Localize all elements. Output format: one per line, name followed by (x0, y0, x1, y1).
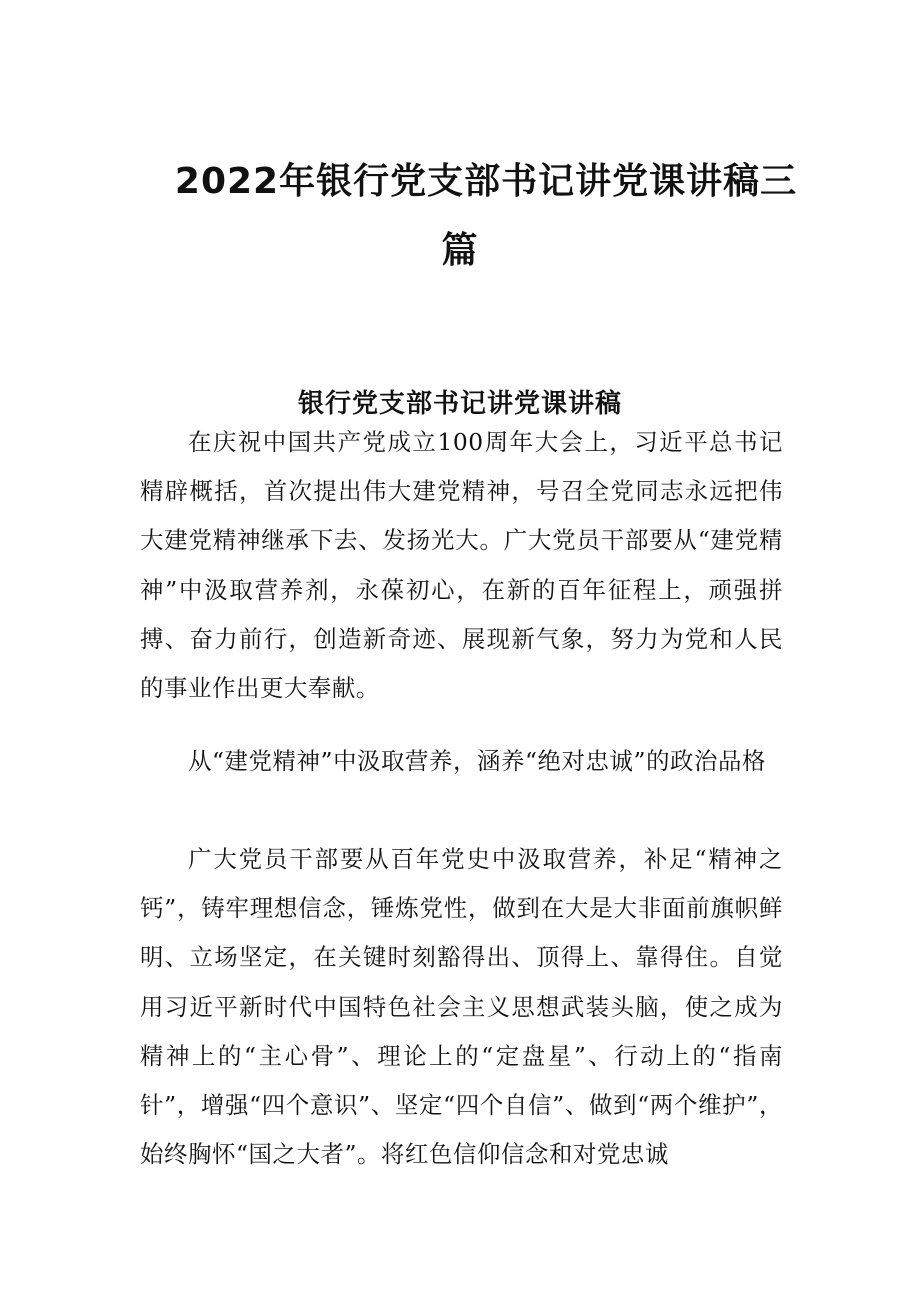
section-heading: 银行党支部书记讲党课讲稿 (297, 389, 622, 419)
document-title-line-1: 2022年银行党支部书记讲党课讲稿三 (174, 161, 798, 202)
paragraph-intro: 在庆祝中国共产党成立100周年大会上，习近平总书记精辟概括，首次提出伟大建党精神，号召全党同志永远把伟大建党精神继承下去、发扬光大。广大党员干部要从“建党精神”中汲取营养剂，永葆初心，在新的百年征程上，顽强拼搏、奋力前行，创造新奇迹、展现新气象，努力为党和人民的事业作出更大奉献。 (140, 428, 783, 703)
document-title-line-2: 篇 (441, 230, 479, 271)
paragraph-body: 广大党员干部要从百年党史中汲取营养，补足“精神之钙”，铸牢理想信念，锤炼党性，做到在大是大非面前旗帜鲜明、立场坚定，在关键时刻豁得出、顶得上、靠得住。自觉用习近平新时代中国特色社会主义思想武装头脑，使之成为精神上的“主心骨”、理论上的“定盘星”、行动上的“指南针”，增强“四个意识”、坚定“四个自信”、做到“两个维护”，始终胸怀“国之大者”。将红色信仰信念和对党忠诚 (140, 845, 783, 1169)
paragraph-subheading: 从“建党精神”中汲取营养，涵养“绝对忠诚”的政治品格 (188, 747, 767, 775)
